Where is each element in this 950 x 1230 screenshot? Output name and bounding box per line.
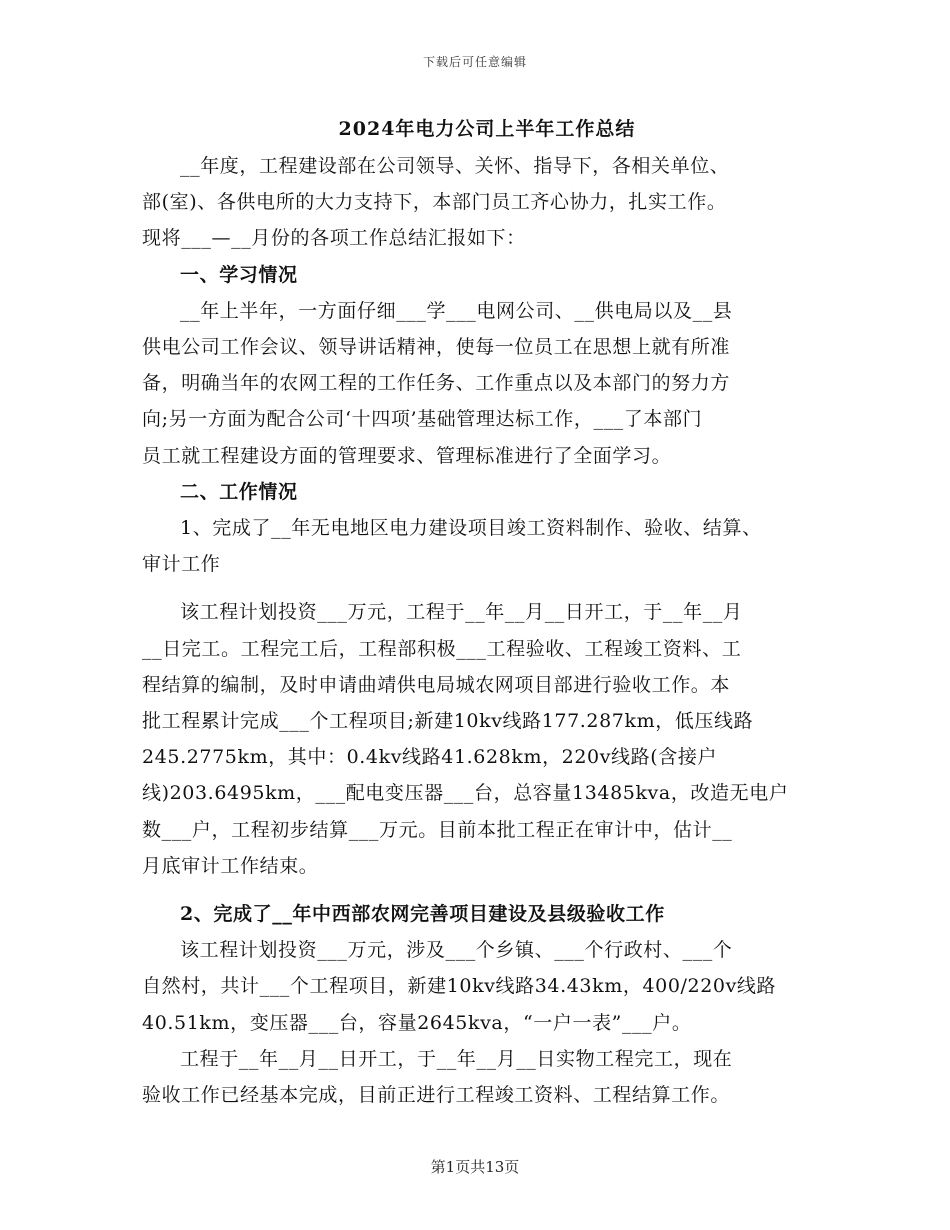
text-line: 该工程计划投资___万元，工程于__年__月__日开工，于__年__月 (180, 601, 743, 624)
item2-heading: 2、完成了__年中西部农网完善项目建设及县级验收工作 (180, 903, 665, 926)
text-line: 供电公司工作会议、领导讲话精神，使每一位员工在思想上就有所准 (142, 336, 731, 359)
document-body (142, 110, 832, 1113)
text-line: 员工就工程建设方面的管理要求、管理标准进行了全面学习。 (142, 444, 672, 467)
text-line: 40.51km，变压器___台，容量2645kva，“一户一表”___户。 (142, 1011, 692, 1034)
text-line: 245.2775km，其中：0.4kv线路41.628km，220v线路(含接户 (142, 746, 718, 769)
item2-paragraph-b (142, 1041, 832, 1113)
text-line: 验收工作已经基本完成，目前正进行工程竣工资料、工程结算工作。 (142, 1084, 731, 1107)
document-title: 2024年电力公司上半年工作总结 (338, 118, 636, 140)
text-line: 审计工作 (142, 553, 221, 576)
text-line: 1、完成了__年无电地区电力建设项目竣工资料制作、验收、结算、 (180, 517, 762, 540)
text-line: __年上半年，一方面仔细___学___电网公司、__供电局以及__县 (180, 299, 733, 322)
page-header-note: 下载后可任意编辑 (422, 55, 527, 69)
section-heading-study: 一、学习情况 (180, 263, 298, 286)
text-line: 该工程计划投资___万元，涉及___个乡镇、___个行政村、___个 (180, 939, 733, 962)
study-paragraph (142, 293, 832, 474)
text-line: 工程于__年__月__日开工，于__年__月__日实物工程完工，现在 (180, 1047, 733, 1070)
text-line: __日完工。工程完工后，工程部积极___工程验收、工程竣工资料、工 (142, 637, 742, 660)
intro-paragraph (142, 148, 832, 257)
text-line: 线)203.6495km，___配电变压器___台，总容量13485kva，改造无电户 (142, 782, 789, 805)
text-line: 程结算的编制，及时申请曲靖供电局城农网项目部进行验收工作。本 (142, 673, 731, 696)
item1-heading (142, 510, 832, 582)
text-line: 批工程累计完成___个工程项目;新建10kv线路177.287km，低压线路 (142, 710, 754, 733)
text-line: 部(室)、各供电所的大力支持下，本部门员工齐心协力，扎实工作。 (142, 191, 727, 214)
text-line: 备，明确当年的农网工程的工作任务、工作重点以及本部门的努力方 (142, 372, 731, 395)
item1-paragraph (142, 594, 832, 884)
text-line: __年度，工程建设部在公司领导、关怀、指导下，各相关单位、 (180, 155, 730, 177)
text-line: 自然村，共计___个工程项目，新建10kv线路34.43km，400/220v线路 (142, 975, 777, 998)
section-heading-work: 二、工作情况 (180, 480, 298, 503)
item2-paragraph-a (142, 932, 832, 1041)
text-line: 现将___—__月份的各项工作总结汇报如下： (142, 227, 526, 250)
text-line: 数___户，工程初步结算___万元。目前本批工程正在审计中，估计__ (142, 818, 733, 841)
page-number: 第1页共13页 (430, 1158, 520, 1176)
text-line: 向;另一方面为配合公司‘十四项’基础管理达标工作，___了本部门 (142, 408, 703, 431)
text-line: 月底审计工作结束。 (142, 854, 319, 877)
